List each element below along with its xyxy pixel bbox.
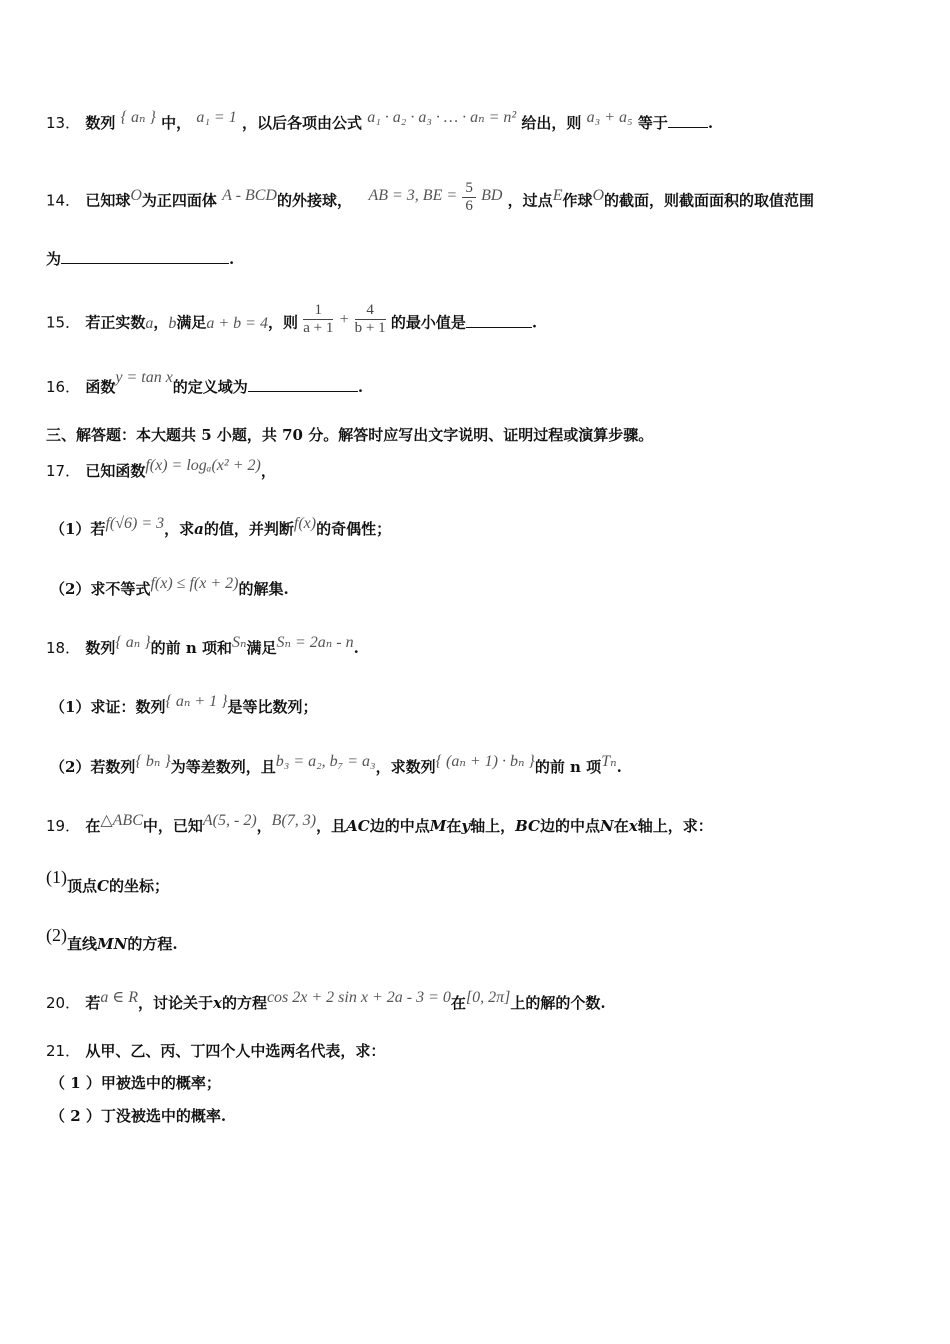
question-17-part-1 [50,515,910,541]
math-formula: y = tan x [115,369,173,386]
text: 轴上， [470,817,516,835]
part-tag: (1) [46,867,67,887]
text: ，则 [267,313,298,332]
variable: M [429,817,447,835]
question-17 [46,457,910,483]
math-formula: △ABC [100,812,143,829]
text: . [229,250,235,268]
math-formula: Sₙ [231,634,247,651]
text: 的定义域为 [172,378,248,396]
text: 顶点 [67,877,98,895]
math-formula: A(5, - 2) [202,812,257,829]
math-formula: Sₙ = 2aₙ - n [276,634,354,651]
text: 是等比数列； [227,698,318,716]
math-formula: { aₙ } [120,109,156,126]
text: 的值，并判断 [203,520,294,538]
numerator: 4 [355,302,386,320]
variable: x [212,994,222,1012]
text: 的外接球， [276,191,352,210]
question-19-part-1 [46,867,910,897]
text: 满足 [246,639,277,657]
question-18 [46,634,910,660]
denominator: a + 1 [303,320,334,336]
fraction [303,302,333,337]
math-formula: AB = 3, BE = [368,186,458,204]
math-formula: O [592,186,605,204]
text: 边的中点 [539,817,600,835]
text: 已知函数 [85,462,146,480]
question-18-part-1 [50,693,910,719]
variable: a [194,520,204,538]
text: 在 [446,817,462,835]
question-13 [46,109,910,135]
text: . [353,639,359,657]
question-18-part-2 [50,753,910,779]
question-number: 21． [46,1042,81,1060]
answer-blank[interactable] [466,313,532,328]
text: （2）若数列 [50,758,136,776]
text: （1）若 [50,520,106,538]
math-formula: a [145,314,154,332]
text: 的方程. [127,935,178,953]
text: 的前 n 项 [534,758,602,776]
math-formula: O [130,186,142,204]
text: 的最小值是 [390,313,466,332]
question-19 [46,812,910,838]
text: 若 [85,994,101,1012]
question-21-part-1: （ 1 ）甲被选中的概率； [50,1074,221,1092]
text: ，以后各项由公式 [241,114,362,132]
question-21-part-2: （ 2 ）丁没被选中的概率. [50,1107,227,1125]
question-number: 17． [46,462,81,480]
text: ，过点 [507,191,553,210]
math-formula: f(√6) = 3 [105,515,165,532]
question-number: 19． [46,817,81,835]
section-heading: 三、解答题：本大题共 5 小题，共 70 分。解答时应写出文字说明、证明过程或演算步骤。 [46,426,654,444]
math-formula: BD [481,186,503,204]
text: 的截面，则截面面积的取值范围 [604,191,815,210]
math-formula: { aₙ + 1 } [165,693,228,710]
text: ，求 [164,520,195,538]
text: 的解集. [238,580,289,598]
variable: x [628,817,638,835]
question-14 [46,180,910,219]
text: 数列 [85,114,116,132]
math-formula: A - BCD [222,186,277,204]
text: 的前 n 项和 [150,639,232,657]
denominator: b + 1 [354,320,386,336]
question-number: 18． [46,639,81,657]
math-formula: B(7, 3) [271,812,317,829]
math-formula: { bₙ } [135,753,171,770]
text: 给出，则 [521,114,582,132]
variable: N [600,817,614,835]
text: ， [260,462,276,480]
text: 的奇偶性； [316,520,392,538]
answer-blank[interactable] [248,377,358,392]
text: 边的中点 [369,817,430,835]
math-formula: a₃ + a₅ [586,109,633,126]
numerator: 1 [303,302,333,320]
math-formula: f(x) = logₐ(x² + 2) [145,457,261,474]
text: 若正实数 [85,313,146,332]
text: . [616,758,622,776]
text: 中，已知 [142,817,203,835]
text: 已知球 [85,191,131,210]
numerator: 5 [462,180,476,198]
text: 轴上，求： [637,817,713,835]
question-number: 20． [46,994,81,1012]
text: （1）求证：数列 [50,698,166,716]
fraction [462,180,476,215]
question-16 [46,369,910,399]
question-number: 14． [46,191,81,210]
text: . [357,378,364,396]
text: 等于 [637,114,668,132]
question-14-line2 [46,248,910,270]
text: 作球 [562,191,593,210]
question-21 [46,1040,910,1062]
math-formula: E [552,186,563,204]
variable: C [97,877,109,895]
text: ，求数列 [375,758,436,776]
question-number: 13． [46,114,81,132]
variable: BC [515,817,540,835]
question-15 [46,302,910,341]
text: 的坐标； [108,877,169,895]
math-formula: [0, 2π] [465,989,511,1006]
math-formula: f(x) [293,515,317,532]
math-formula: b₃ = a₂, b₇ = a₃ [275,753,376,770]
question-17-part-2 [50,575,910,601]
text: 数列 [85,639,116,657]
math-formula: { (aₙ + 1) · bₙ } [435,753,535,770]
math-formula: Tₙ [601,753,617,770]
math-formula: cos 2x + 2 sin x + 2a - 3 = 0 [266,989,451,1006]
text: 上的解的个数. [510,994,606,1012]
math-formula: a ∈ R [100,989,138,1006]
math-formula: { aₙ } [115,634,151,651]
text: 在 [613,817,629,835]
text: 从甲、乙、丙、丁四个人中选两名代表，求： [85,1042,386,1060]
text: ，且 [316,817,347,835]
text: ，讨论关于 [137,994,213,1012]
denominator: 6 [465,198,473,214]
text: 直线 [67,935,98,953]
text: 中， [161,114,192,132]
text: . [707,114,714,132]
math-formula: a₁ = 1 [196,109,237,126]
question-number: 16． [46,378,81,396]
text: ， [153,313,169,332]
answer-blank[interactable] [668,113,708,128]
text: （2）求不等式 [50,580,151,598]
question-19-part-2 [46,925,910,955]
text: 为正四面体 [141,191,217,210]
text: . [531,313,538,332]
math-formula: a₁ · a₂ · a₃ · … · aₙ = n² [367,109,517,126]
math-formula: a + b = 4 [206,314,268,332]
math-formula: + [338,310,350,328]
text: 的方程 [221,994,267,1012]
variable: y [461,817,471,835]
text: 函数 [85,378,116,396]
question-20 [46,989,910,1015]
math-formula: f(x) ≤ f(x + 2) [150,575,239,592]
fraction [355,302,386,337]
text: 为 [46,250,62,268]
question-number: 15． [46,313,81,332]
text: ， [256,817,272,835]
part-tag: (2) [46,925,67,945]
variable: AC [346,817,370,835]
variable: MN [97,935,128,953]
text: 为等差数列，且 [170,758,276,776]
math-formula: b [168,314,177,332]
text: 满足 [176,313,207,332]
text: 在 [85,817,101,835]
text: 在 [450,994,466,1012]
answer-blank[interactable] [61,249,229,264]
